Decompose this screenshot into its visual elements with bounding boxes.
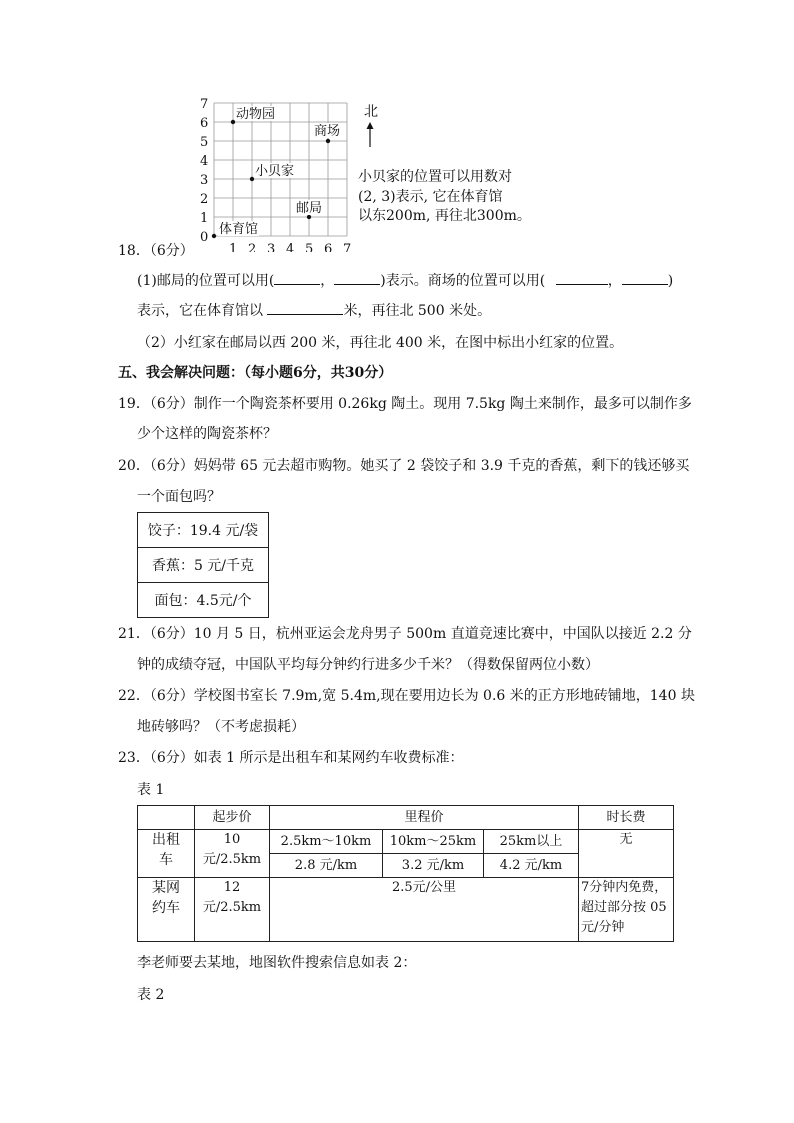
ride-time-fee: [579, 878, 674, 942]
q18-p2-text-b: 米，再往北 500 米处。: [343, 303, 492, 319]
q22-line1: 22．（6分）学校图书室长 7.9m,宽 5.4m,现在要用边长为 0.6 米的正方形地砖铺地，140 块: [118, 688, 695, 704]
q18-heading: 18．（6分）: [118, 243, 194, 259]
grid-note-line2: (2, 3)表示, 它在体育馆: [358, 189, 503, 205]
fare-header-start: 起步价: [195, 806, 270, 830]
q21-line1: 21．（6分）10 月 5 日，杭州亚运会龙舟男子 500m 直道竞速比赛中，中国队以接近 2.2 分: [118, 626, 692, 642]
q20-line2: 一个面包吗？: [137, 489, 221, 505]
ride-time-line3: 元/分钟: [581, 920, 625, 935]
place-point: [250, 177, 254, 181]
q21-line2: 钟的成绩夺冠，中国队平均每分钟约行进多少千米？（得数保留两位小数）: [137, 657, 599, 673]
q18-part1-line1: [137, 270, 673, 291]
y-tick-label: 6: [200, 116, 209, 131]
taxi-name-line2: 车: [159, 852, 173, 868]
place-label: 邮局: [296, 201, 323, 216]
y-axis-ticks: [200, 97, 208, 245]
q18-p1-text-b: )表示。商场的位置可以用(: [380, 273, 546, 289]
place-points: [212, 106, 341, 238]
place-label: 小贝家: [255, 164, 295, 179]
y-tick-label: 1: [200, 211, 209, 226]
x-tick-label: 5: [305, 242, 314, 252]
q18-p2-text-a: 表示，它在体育馆以: [137, 303, 263, 319]
q22-line2: 地砖够吗？（不考虑损耗）: [137, 719, 305, 735]
ride-name-line2: 约车: [152, 900, 180, 916]
taxi-range-2: 10km～25km: [383, 830, 484, 854]
fare-header-mileage: 里程价: [270, 806, 579, 830]
q19-line2: 少个这样的陶瓷茶杯？: [137, 426, 277, 442]
ride-name-cell: [138, 878, 195, 942]
q23-after-table: 李老师要去某地，地图软件搜索信息如表 2：: [137, 955, 417, 971]
place-label: 体育馆: [219, 222, 259, 237]
answer-blank[interactable]: [267, 300, 343, 315]
q18-p1-text-a: (1)邮局的位置可以用(: [137, 273, 275, 289]
place-label: 商场: [314, 124, 341, 139]
table1-label: 表 1: [137, 782, 165, 798]
q18-p1-text-c: ): [667, 273, 674, 289]
fare-header-time: 时长费: [579, 806, 674, 830]
taxi-start-price: 10 元/2.5km: [195, 830, 270, 878]
q18-part2: （2）小红家在邮局以西 200 米，再往北 400 米，在图中标出小红家的位置。: [137, 335, 624, 351]
fare-header-empty: [138, 806, 195, 830]
q18-p1-comma: ，: [320, 273, 335, 289]
north-label: 北: [364, 104, 378, 120]
ride-start-price: 12 元/2.5km: [195, 878, 270, 942]
x-tick-label: 2: [248, 242, 257, 252]
q18-p1-comma: ，: [607, 273, 622, 289]
taxi-range-3: 25km以上: [484, 830, 579, 854]
answer-blank[interactable]: [334, 270, 380, 285]
price-table: [137, 512, 269, 618]
x-tick-label: 6: [324, 242, 333, 252]
grid-note-line1: 小贝家的位置可以用数对: [358, 169, 512, 185]
q19-line1: 19．（6分）制作一个陶瓷茶杯要用 0.26kg 陶土。现用 7.5kg 陶土来制作，最多可以制作多: [118, 396, 692, 412]
answer-blank[interactable]: [556, 270, 608, 285]
ride-time-line1: 7分钟内免费，: [581, 880, 668, 895]
ride-name-line1: 某网: [152, 880, 180, 896]
price-bananas: 香蕉：5 元/千克: [138, 548, 269, 583]
x-axis-ticks: [229, 242, 351, 252]
y-tick-label: 7: [200, 97, 209, 112]
fare-table: [137, 805, 674, 942]
place-point: [231, 120, 235, 124]
taxi-time-fee: 无: [579, 830, 674, 878]
taxi-range-1: 2.5km～10km: [270, 830, 383, 854]
y-tick-label: 0: [200, 230, 209, 245]
q20-line1: 20．（6分）妈妈带 65 元去超市购物。她买了 2 袋饺子和 3.9 千克的香蕉，剩下的钱还够买: [118, 458, 690, 474]
taxi-price-1: 2.8 元/km: [270, 854, 383, 878]
y-tick-label: 4: [200, 154, 209, 169]
table2-label: 表 2: [137, 987, 165, 1003]
y-tick-label: 3: [200, 173, 209, 188]
answer-blank[interactable]: [622, 270, 668, 285]
grid-note-line3: 以东200m, 再往北300m。: [358, 208, 531, 224]
x-tick-label: 3: [267, 242, 276, 252]
taxi-price-2: 3.2 元/km: [383, 854, 484, 878]
taxi-price-3: 4.2 元/km: [484, 854, 579, 878]
x-tick-label: 4: [286, 242, 295, 252]
x-tick-label: 7: [343, 242, 352, 252]
ride-mileage-price: 2.5元/公里: [270, 878, 579, 942]
section5-title: 五、我会解决问题：: [118, 365, 244, 381]
section5-subtitle: （每小题6分，共30分）: [244, 365, 393, 381]
y-tick-label: 5: [200, 135, 209, 150]
x-tick-label: 1: [229, 242, 238, 252]
place-point: [212, 234, 216, 238]
place-point: [326, 139, 330, 143]
north-arrow-icon: [363, 122, 377, 148]
taxi-name-line1: 出租: [152, 832, 180, 848]
price-bread: 面包：4.5元/个: [138, 583, 269, 618]
price-dumplings: 饺子：19.4 元/袋: [138, 513, 269, 548]
section5-heading: [118, 363, 392, 383]
taxi-name-cell: [138, 830, 195, 878]
ride-time-line2: 超过部分按 05: [581, 900, 667, 915]
q23-line1: 23．（6分）如表 1 所示是出租车和某网约车收费标准：: [118, 750, 464, 766]
answer-blank[interactable]: [274, 270, 320, 285]
q18-part1-line2: [137, 300, 491, 321]
y-tick-label: 2: [200, 192, 209, 207]
place-label: 动物园: [236, 107, 276, 122]
